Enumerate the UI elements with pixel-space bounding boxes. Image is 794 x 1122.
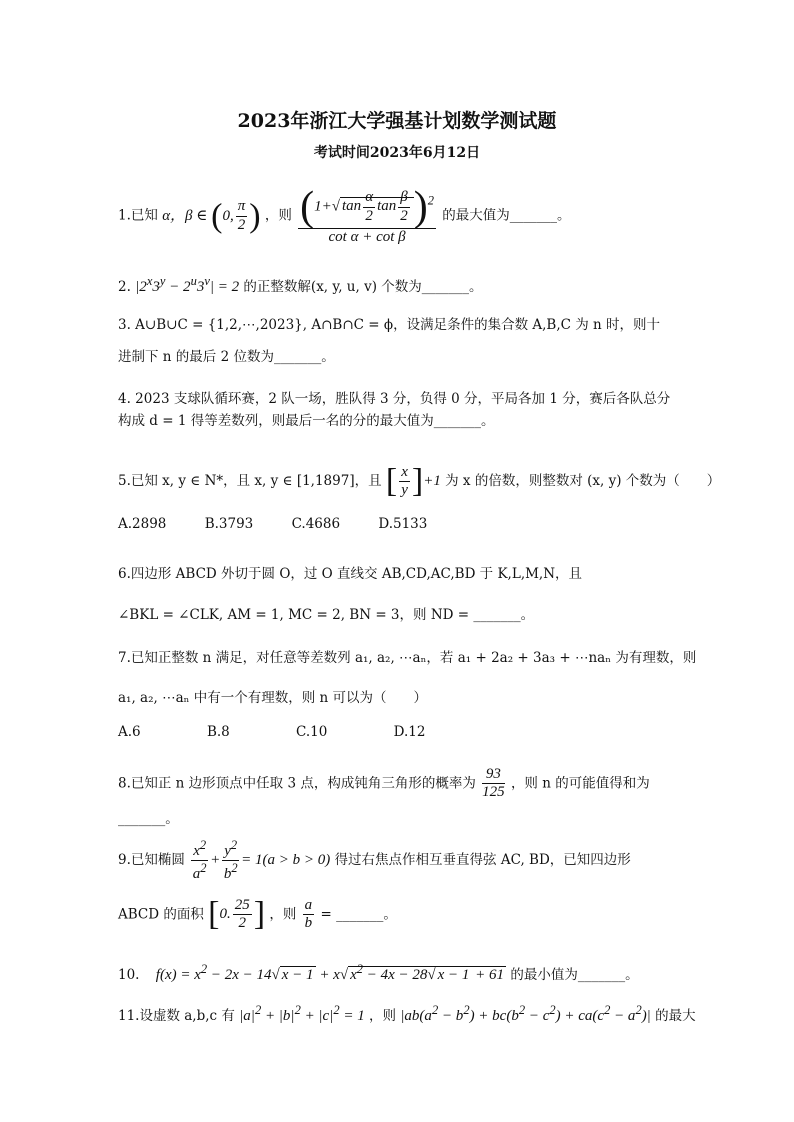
problem-7-options: [118, 724, 459, 740]
problem-1-suffix: 的最大值为_______。: [442, 207, 571, 224]
problem-1: [118, 186, 571, 246]
problem-6-line1: 6.四边形 ABCD 外切于圆 O，过 O 直线交 AB,CD,AC,BD 于 K,L,M,N，且: [118, 566, 583, 582]
problem-9-expr: $\frac{x^2}{a^2}$ + $\frac{y^2}{b^2}$ = 1(a > b > 0): [192, 838, 331, 883]
problem-11-suffix: 的最大: [655, 1008, 696, 1024]
problem-5: [118, 464, 720, 500]
problem-7-line2: a₁, a₂, ⋯aₙ 中有一个有理数，则 n 可以为（ ）: [118, 690, 428, 706]
problem-10-suffix: 的最小值为_______。: [510, 967, 639, 983]
problem-8-line2: _______。: [118, 811, 179, 827]
option-a: A.6: [118, 724, 141, 740]
problem-8-prefix: 8.已知正 n 边形顶点中任取 3 点，构成钝角三角形的概率为: [118, 775, 476, 792]
problem-9-area-label: ABCD 的面积: [118, 906, 204, 923]
problem-9: [118, 838, 631, 884]
problem-5-expr: [ $\frac{x}{y}$ ]+1: [385, 462, 441, 500]
problem-9-suffix: 得过右焦点作相互垂直得弦 AC, BD，已知四边形: [334, 852, 631, 869]
option-c: C.10: [296, 724, 328, 740]
problem-10: [118, 962, 639, 984]
problem-2: [118, 274, 483, 296]
problem-9-prefix: 9.已知椭圆: [118, 852, 185, 869]
problem-7-line1: 7.已知正整数 n 满足，对任意等差数列 a₁, a₂, ⋯aₙ，若 a₁ + 2a₂ + 3a₃ + ⋯naₙ 为有理数，则: [118, 650, 697, 666]
problem-6-line2: ∠BKL = ∠CLK, AM = 1, MC = 2, BN = 3，则 ND = _______。: [118, 607, 535, 623]
option-d: D.12: [393, 724, 426, 740]
problem-4-line1: 4. 2023 支球队循环赛，2 队一场，胜队得 3 分，负得 0 分，平局各加 1 分，赛后各队总分: [118, 391, 671, 407]
problem-11-expr2: $|ab(a^2 - b^2) + bc(b^2 - c^2) + ca(c^2 - a^2)|$: [400, 1003, 651, 1024]
problem-4-line2: 构成 d = 1 得等差数列，则最后一名的分的最大值为_______。: [118, 413, 495, 429]
problem-10-prefix: 10.: [118, 967, 140, 983]
problem-5-suffix: 为 x 的倍数，则整数对 (x, y) 个数为（ ）: [445, 473, 721, 490]
option-b: B.8: [206, 724, 230, 740]
option-c: C.4686: [291, 516, 341, 532]
problem-1-expr: (1+√ tan $\frac{\alpha}{2}$ tan $\frac{\beta}{2}$ )$^2$ cot α + cot β: [300, 184, 434, 245]
problem-2-prefix: 2.: [118, 279, 131, 295]
problem-9-line2: [118, 897, 397, 933]
problem-9-ratio: $\frac{a}{b}$: [304, 897, 313, 932]
option-a: A.2898: [118, 516, 167, 532]
problem-11: [118, 1003, 696, 1025]
problem-9-mid: ，则: [269, 906, 297, 923]
page-title: 2023年浙江大学强基计划数学测试题: [237, 110, 557, 132]
problem-11-expr: $|a|^2 + |b|^2 + |c|^2 = 1$: [239, 1003, 365, 1024]
problem-10-expr: $f(x) = x^2 - 2x - 14√$ x − 1 + x√ $x^2 - 4x - 28√$ x − 1 + 61: [155, 962, 505, 983]
option-b: B.3793: [204, 516, 254, 532]
problem-1-vars: α，β ∈ (0, $\frac{\pi}{2}$ ): [162, 197, 261, 235]
problem-9-area-expr: [0. $\frac{25}{2}$ ]: [208, 895, 266, 933]
page-subtitle: 考试时间2023年6月12日: [313, 145, 481, 161]
problem-11-mid: ，则: [369, 1008, 397, 1024]
problem-8-suffix: ，则 n 的可能值得和为: [510, 775, 650, 792]
option-d: D.5133: [378, 516, 428, 532]
problem-9-suffix2: = _______。: [320, 906, 397, 923]
problem-1-mid: ，则: [264, 207, 292, 224]
problem-8: [118, 766, 650, 802]
problem-5-prefix: 5.已知 x, y ∈ N*，且 x, y ∈ [1,1897]，且: [118, 473, 382, 490]
problem-2-suffix: 的正整数解(x, y, u, v) 个数为_______。: [243, 279, 483, 295]
problem-8-fraction: $\frac{93}{125}$: [482, 766, 505, 801]
problem-1-prefix: 1.已知: [118, 207, 158, 224]
problem-5-options: [118, 516, 461, 532]
problem-2-expr: $|2^x3^y - 2^u3^v| = 2$: [135, 274, 240, 295]
problem-3-line1: 3. A∪B∪C = {1,2,⋯,2023}, A∩B∩C = ϕ，设满足条件的集合数 A,B,C 为 n 时，则十: [118, 317, 661, 333]
problem-11-prefix: 11.设虚数 a,b,c 有: [118, 1008, 235, 1024]
problem-3-line2: 进制下 n 的最后 2 位数为_______。: [118, 349, 335, 365]
